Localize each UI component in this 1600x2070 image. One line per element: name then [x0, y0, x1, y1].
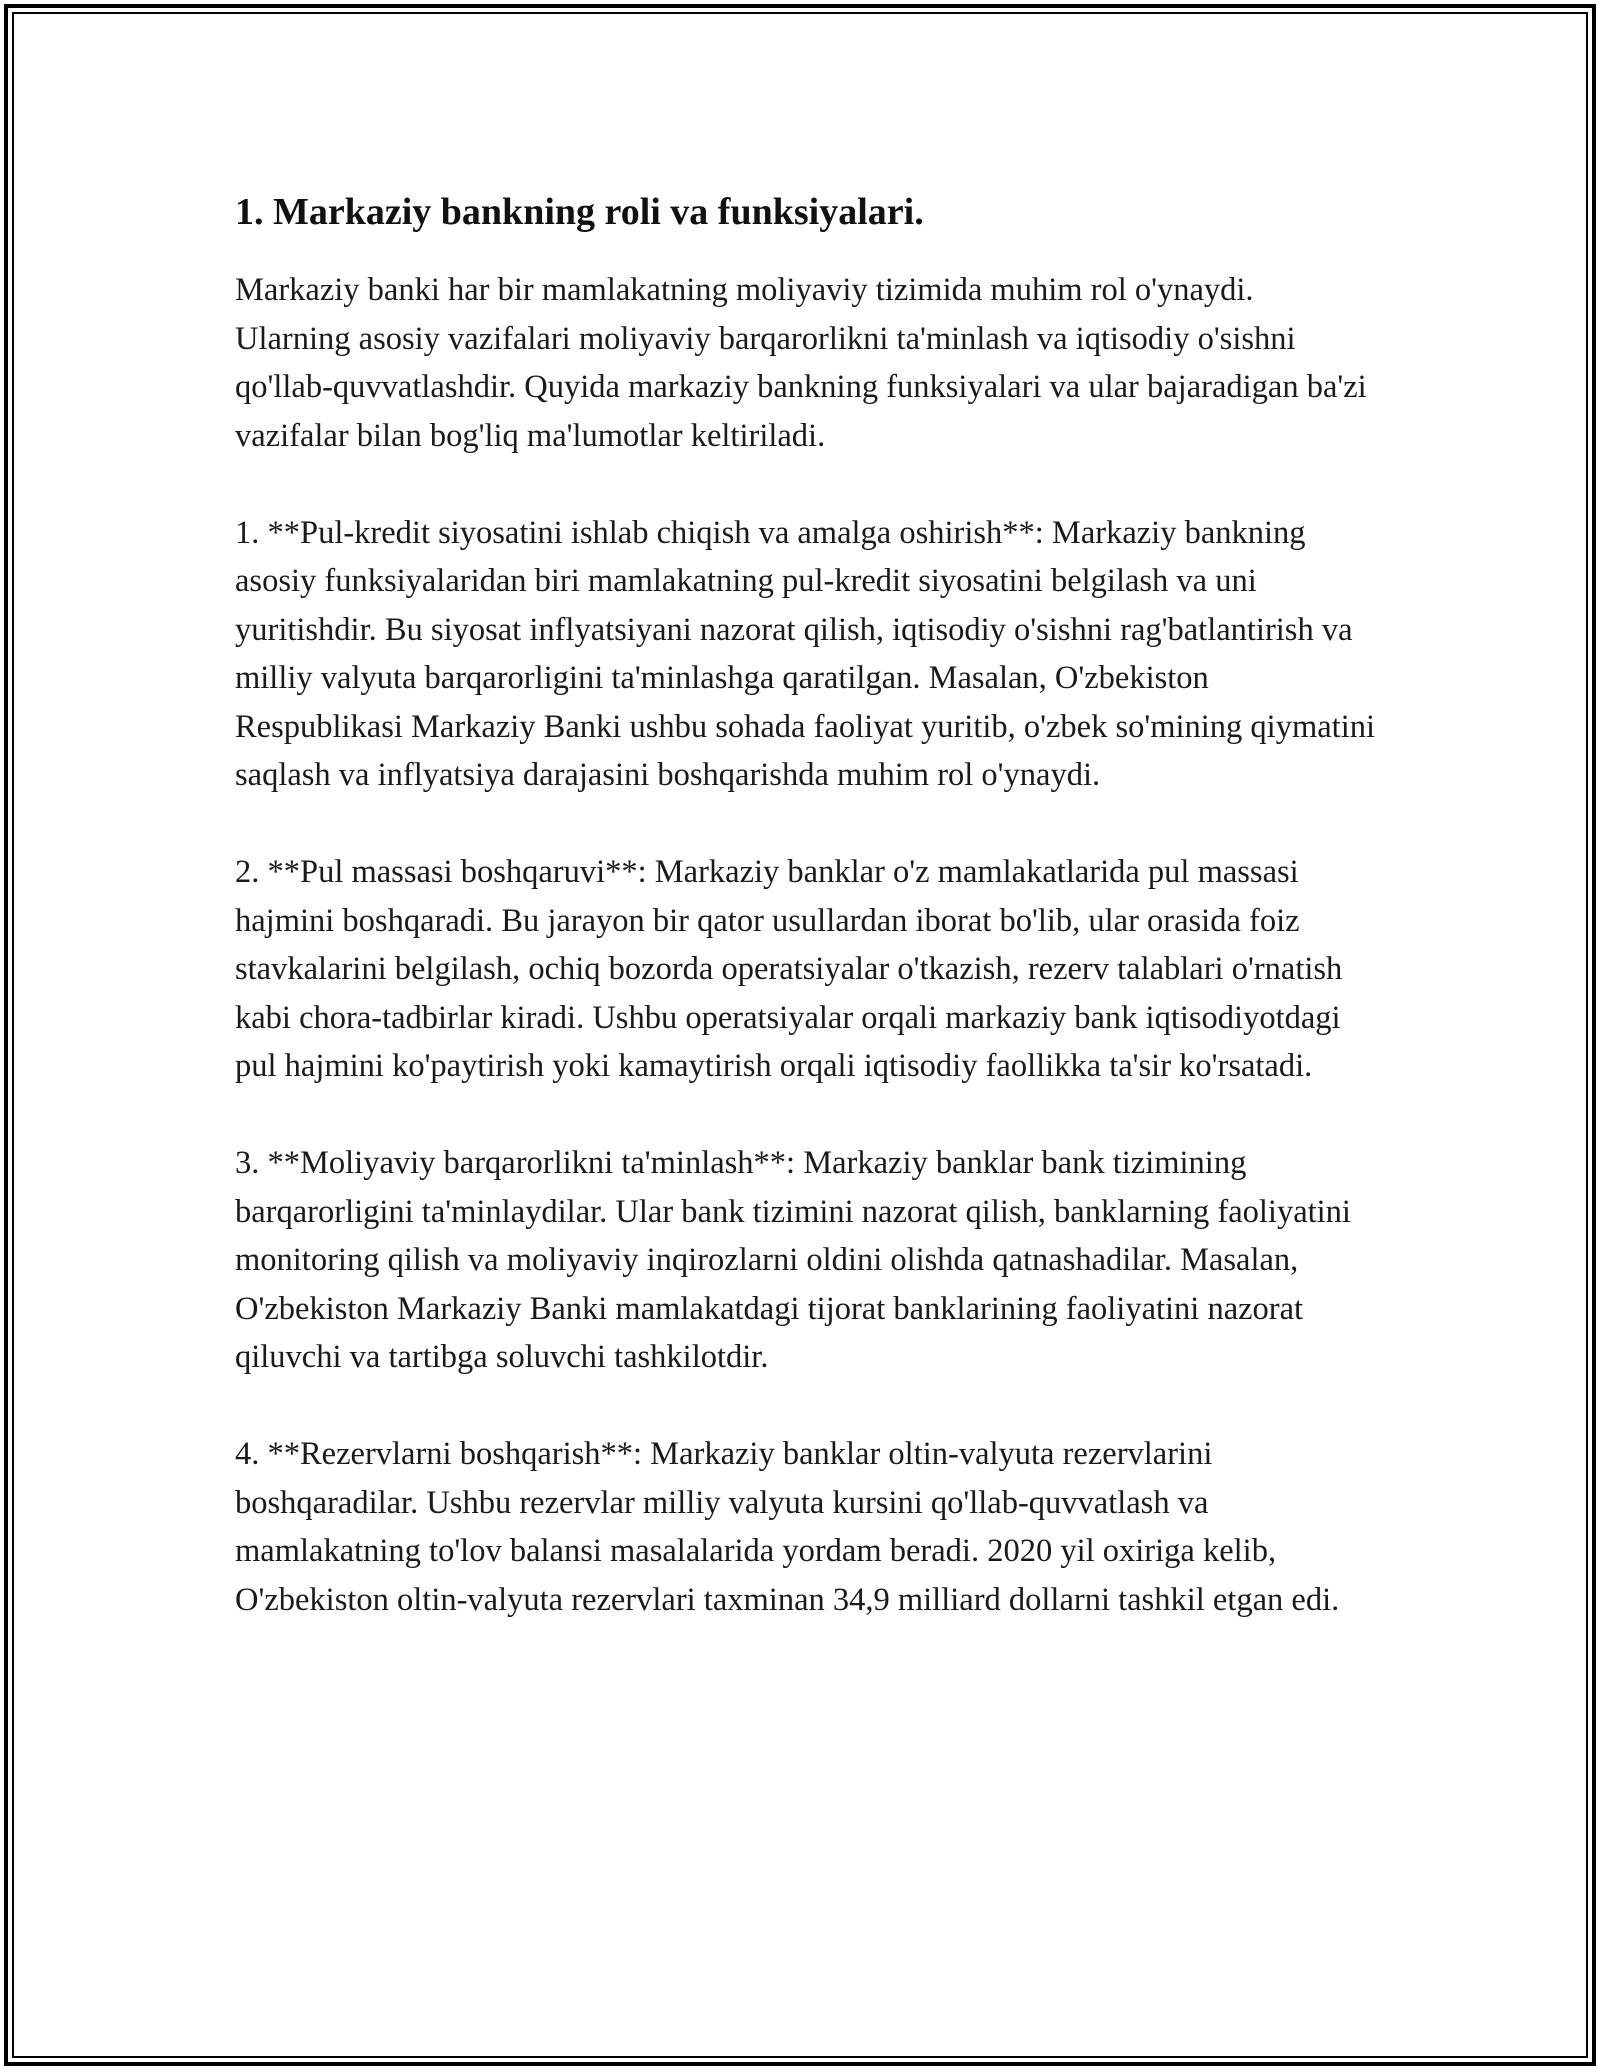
paragraph-financial-stability: 3. **Moliyaviy barqarorlikni ta'minlash**: Markaziy banklar bank tizimining barqarorligini ta'minlaydilar. Ular bank tizimini nazorat qilish, banklarning faoliyatini monitoring qilish va moliyaviy inqirozlarni oldini olishda qatnashadilar. Masalan, O'zbekiston Markaziy Banki mamlakatdagi tijorat banklarining faoliyatini nazorat qiluvchi va tartibga soluvchi tashkilotdir.: [235, 1145, 1351, 1375]
paragraph-reserves: 4. **Rezervlarni boshqarish**: Markaziy banklar oltin-valyuta rezervlarini boshqaradilar. Ushbu rezervlar milliy valyuta kursini qo'llab-quvvatlash va mamlakatning to'lov balansi masalalarida yordam beradi. 2020 yil oxiriga kelib, O'zbekiston oltin-valyuta rezervlari taxminan 34,9 milliard dollarni tashkil etgan edi.: [235, 1436, 1340, 1618]
paragraph-monetary-policy: 1. **Pul-kredit siyosatini ishlab chiqish va amalga oshirish**: Markaziy bankning asosiy funksiyalaridan biri mamlakatning pul-kredit siyosatini belgilash va uni yuritishdir. Bu siyosat inflyatsiyani nazorat qilish, iqtisodiy o'sishni rag'batlantirish va milliy valyuta barqarorligini ta'minlashga qaratilgan. Masalan, O'zbekiston Respublikasi Markaziy Banki ushbu sohada faoliyat yuritib, o'zbek so'mining qiymatini saqlash va inflyatsiya darajasini boshqarishda muhim rol o'ynaydi.: [235, 514, 1376, 793]
intro-paragraph: Markaziy banki har bir mamlakatning moliyaviy tizimida muhim rol o'ynaydi. Ularning asosiy vazifalari moliyaviy barqarorlikni ta'minlash va iqtisodiy o'sishni qo'llab-quvvatlashdir. Quyida markaziy bankning funksiyalari va ular bajaradigan ba'zi vazifalar bilan bog'liq ma'lumotlar keltiriladi.: [235, 272, 1367, 454]
paragraph-money-supply: 2. **Pul massasi boshqaruvi**: Markaziy banklar o'z mamlakatlarida pul massasi hajmini boshqaradi. Bu jarayon bir qator usullardan iborat bo'lib, ular orasida foiz stavkalarini belgilash, ochiq bozorda operatsiyalar o'tkazish, rezerv talablari o'rnatish kabi chora-tadbirlar kiradi. Ushbu operatsiyalar orqali markaziy bank iqtisodiyotdagi pul hajmini ko'paytirish yoki kamaytirish orqali iqtisodiy faollikka ta'sir ko'rsatadi.: [235, 854, 1343, 1084]
document-body: [235, 188, 1375, 1673]
document-title: 1. Markaziy bankning roli va funksiyalari.: [235, 191, 924, 233]
